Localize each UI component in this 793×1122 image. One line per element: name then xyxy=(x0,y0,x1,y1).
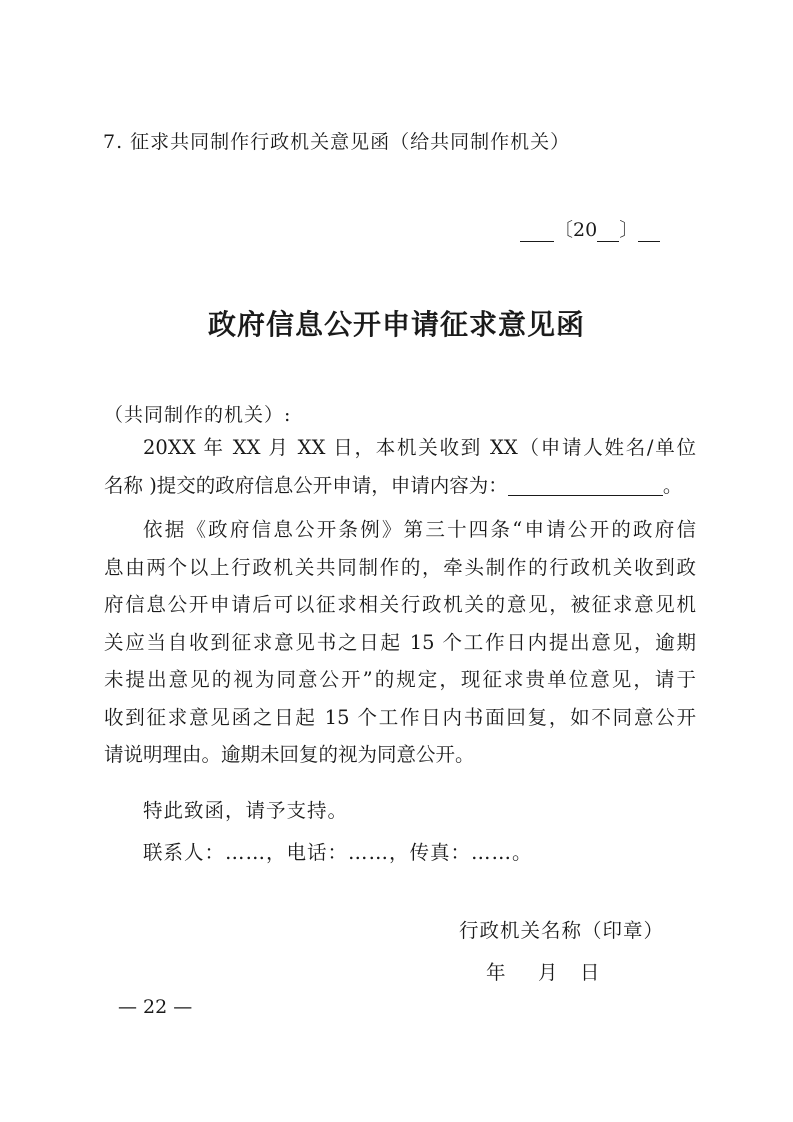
signature-date xyxy=(486,957,600,985)
doc-number-blank-year xyxy=(597,221,619,242)
section-heading: 7. 征求共同制作行政机关意见函（给共同制作机关） xyxy=(103,131,571,153)
basis-paragraph xyxy=(104,511,696,774)
date-month: 月 xyxy=(538,961,558,984)
intro-paragraph xyxy=(104,429,696,504)
intro-line-2 xyxy=(104,467,696,505)
basis-line: 收到征求意见函之日起 15 个工作日内书面回复，如不同意公开 xyxy=(104,705,696,729)
doc-number-bracket-close: 〕 xyxy=(619,219,639,241)
basis-line: 未提出意见的视为同意公开”的规定，现征求贵单位意见，请于 xyxy=(104,668,696,691)
doc-number-blank-prefix xyxy=(520,221,554,242)
request-content-blank xyxy=(508,475,663,496)
doc-number-bracket-open: 〔20 xyxy=(554,219,598,241)
page-number: — 22 — xyxy=(118,996,193,1018)
basis-line: 关应当自收到征求意见书之日起 15 个工作日内提出意见，逾期 xyxy=(104,630,696,654)
contact-line: 联系人：……，电话：……，传真：……。 xyxy=(143,841,533,864)
intro-line-2-end: 。 xyxy=(662,473,683,497)
basis-line: 府信息公开申请后可以征求相关行政机关的意见，被征求意见机 xyxy=(104,593,696,616)
intro-line-1: 20XX 年 XX 月 XX 日，本机关收到 XX（申请人姓名/单位 xyxy=(143,436,696,459)
intro-line-2-text: 名称 )提交的政府信息公开申请，申请内容为： xyxy=(104,473,508,497)
document-number xyxy=(520,215,660,242)
document-title: 政府信息公开申请征求意见函 xyxy=(207,308,585,341)
basis-line: 依据《政府信息公开条例》第三十四条“申请公开的政府信 xyxy=(143,518,696,541)
date-day: 日 xyxy=(580,961,600,984)
closing-line: 特此致函，请予支持。 xyxy=(143,799,349,822)
basis-line: 息由两个以上行政机关共同制作的，牵头制作的行政机关收到政 xyxy=(104,555,696,579)
addressee: （共同制作的机关）: xyxy=(104,404,292,426)
signature-org: 行政机关名称（印章） xyxy=(459,919,665,942)
basis-line: 请说明理由。逾期未回复的视为同意公开。 xyxy=(104,743,475,766)
date-year: 年 xyxy=(486,961,506,984)
doc-number-blank-serial xyxy=(638,221,660,242)
